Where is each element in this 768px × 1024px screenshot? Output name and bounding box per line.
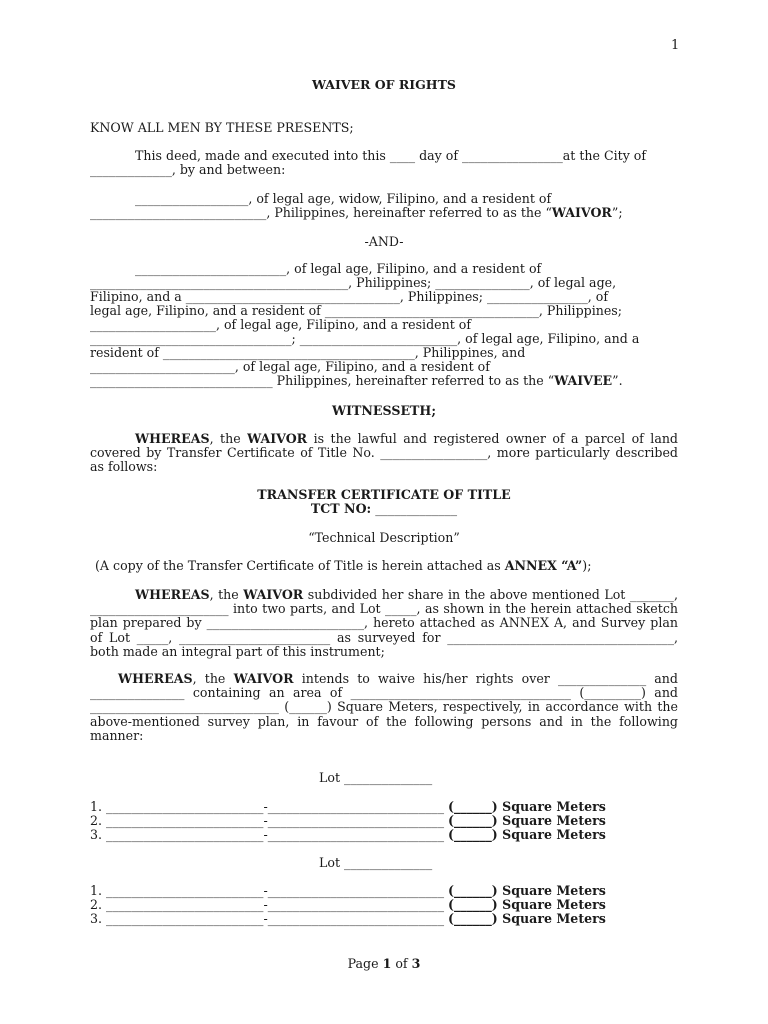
waivee-line: legal age, Filipino, and a resident of __________________________________, Philippines; bbox=[90, 303, 623, 318]
waivee-line: ____________________, of legal age, Filipino, and a resident of bbox=[90, 317, 472, 332]
lot-label: Lot ______________ bbox=[319, 770, 433, 785]
waivee-line: ________________________, of legal age, Filipino, and a resident of bbox=[135, 261, 542, 276]
waivee-term: WAIVEE bbox=[554, 373, 613, 388]
whereas-paragraph-2: WHEREAS, the WAIVOR subdivided her share in the above mentioned Lot _______, ______________________ into two parts, and Lot _____, as shown in the herein attached sketch plan prepared by _________________________, hereto attached as ANNEX A, and Survey plan of Lot _____, ________________________ as surveyed for ____________________________________, both made an integral part of this instrument; bbox=[90, 587, 678, 659]
waivor-line-2: ____________________________, Philippines, hereinafter referred to as the “WAIVOR”; bbox=[90, 205, 623, 220]
waivor-line-1: __________________, of legal age, widow, Filipino, and a resident of bbox=[135, 191, 552, 206]
whereas-paragraph-3: WHEREAS, the WAIVOR intends to waive his/her rights over ______________ and _______________ containing an area of ___________________________________ (_________) and ______________________________ (______) Square Meters, respectively, in accordance with the above-mentioned survey plan, in favour of the following persons and in the following manner: bbox=[90, 671, 678, 743]
technical-description: “Technical Description” bbox=[308, 530, 460, 545]
allocation-row: 3. _________________________-____________________________ (______) Square Meters bbox=[90, 827, 606, 842]
waivee-line-last: _____________________________ Philippines, hereinafter referred to as the “WAIVEE”. bbox=[90, 373, 623, 388]
deed-line-2: _____________, by and between: bbox=[90, 162, 286, 177]
waivee-line: resident of ________________________________________, Philippines, and bbox=[90, 345, 526, 360]
waivor-term: WAIVOR bbox=[551, 205, 612, 220]
deed-line-1: This deed, made and executed into this ____ day of ________________at the City of bbox=[135, 148, 647, 163]
annex-note: (A copy of the Transfer Certificate of Title is herein attached as ANNEX “A”); bbox=[95, 558, 592, 573]
waivee-line: ________________________________; _________________________, of legal age, Filipino, and a bbox=[90, 331, 640, 346]
waivee-line: _______________________, of legal age, Filipino, and a resident of bbox=[90, 359, 490, 374]
page-number: 1 bbox=[671, 38, 680, 53]
opening-clause: KNOW ALL MEN BY THESE PRESENTS; bbox=[90, 120, 354, 135]
waivee-line: Filipino, and a __________________________________, Philippines; ________________, of bbox=[90, 289, 608, 304]
witnesseth-heading: WITNESSETH; bbox=[332, 403, 436, 418]
allocation-row: 1. _________________________-____________________________ (______) Square Meters bbox=[90, 799, 606, 814]
allocation-row: 1. _________________________-____________________________ (______) Square Meters bbox=[90, 883, 606, 898]
waivee-line: _________________________________________, Philippines; _______________, of legal age, bbox=[90, 275, 617, 290]
allocation-row: 3. _________________________-____________________________ (______) Square Meters bbox=[90, 911, 606, 926]
lot-label: Lot ______________ bbox=[319, 855, 433, 870]
page-footer: Page 1 of 3 bbox=[347, 956, 421, 971]
tct-heading: TRANSFER CERTIFICATE OF TITLE bbox=[257, 487, 511, 502]
tct-number: TCT NO: _____________ bbox=[310, 501, 458, 516]
allocation-row: 2. _________________________-____________________________ (______) Square Meters bbox=[90, 897, 606, 912]
allocation-row: 2. _________________________-____________________________ (______) Square Meters bbox=[90, 813, 606, 828]
and-separator: -AND- bbox=[364, 234, 404, 249]
whereas-paragraph-1: WHEREAS, the WAIVOR is the lawful and registered owner of a parcel of land covered by Transfer Certificate of Title No. _________________, more particularly described as follows: bbox=[90, 431, 678, 475]
document-title: WAIVER OF RIGHTS bbox=[312, 77, 456, 92]
